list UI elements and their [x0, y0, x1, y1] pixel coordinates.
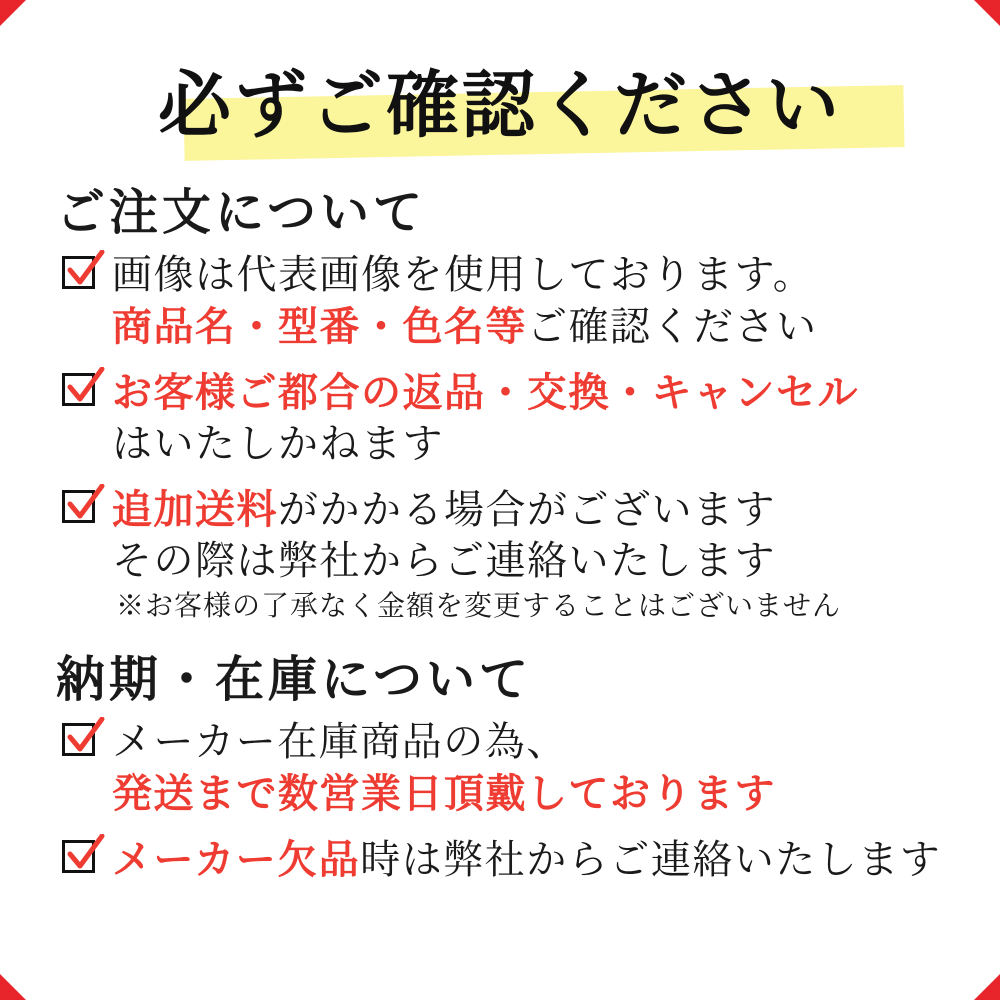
- page-title-area: [44, 50, 956, 168]
- line-text: メーカー在庫商品の為、: [112, 719, 568, 765]
- list-item-text: [112, 367, 956, 470]
- section-delivery-stock: [44, 641, 956, 886]
- checkmark-icon: [62, 256, 102, 296]
- checkmark-icon: [62, 490, 102, 530]
- list-item: [62, 367, 956, 470]
- list-item: [62, 484, 956, 627]
- line-text: ご確認ください: [527, 304, 818, 350]
- line-text-red: お客様ご都合の返品・交換・キャンセル: [112, 369, 859, 416]
- section-heading: ご注文について: [56, 183, 427, 241]
- list-item-text: [112, 717, 956, 820]
- list-item-text: [112, 834, 956, 886]
- line-text: がかかる場合がございます: [278, 487, 776, 533]
- checkmark-icon: [62, 723, 102, 763]
- list-item-text: [112, 250, 956, 353]
- checkmark-icon: [62, 840, 102, 880]
- line-text: 時は弊社からご連絡いたします: [360, 837, 942, 883]
- line-text: はいたしかねます: [112, 421, 444, 467]
- list-item: [62, 717, 956, 820]
- page-title: 必ずご確認ください: [158, 62, 842, 148]
- list-item-text: [112, 484, 956, 627]
- section-order: [44, 174, 956, 627]
- line-text-red: 商品名・型番・色名等: [112, 303, 527, 350]
- line-text: その際は弊社からご連絡いたします: [112, 538, 776, 584]
- note-text: ※お客様の了承なく金額を変更することはございません: [116, 591, 842, 622]
- line-text: 画像は代表画像を使用しております。: [112, 252, 815, 298]
- line-text-red: 発送まで数営業日頂戴しております: [112, 770, 776, 817]
- section-heading: 納期・在庫について: [56, 650, 533, 708]
- line-text-red: 追加送料: [112, 486, 278, 533]
- list-item: [62, 834, 956, 886]
- checkmark-icon: [62, 373, 102, 413]
- line-text-red: メーカー欠品: [112, 836, 361, 883]
- list-item: [62, 250, 956, 353]
